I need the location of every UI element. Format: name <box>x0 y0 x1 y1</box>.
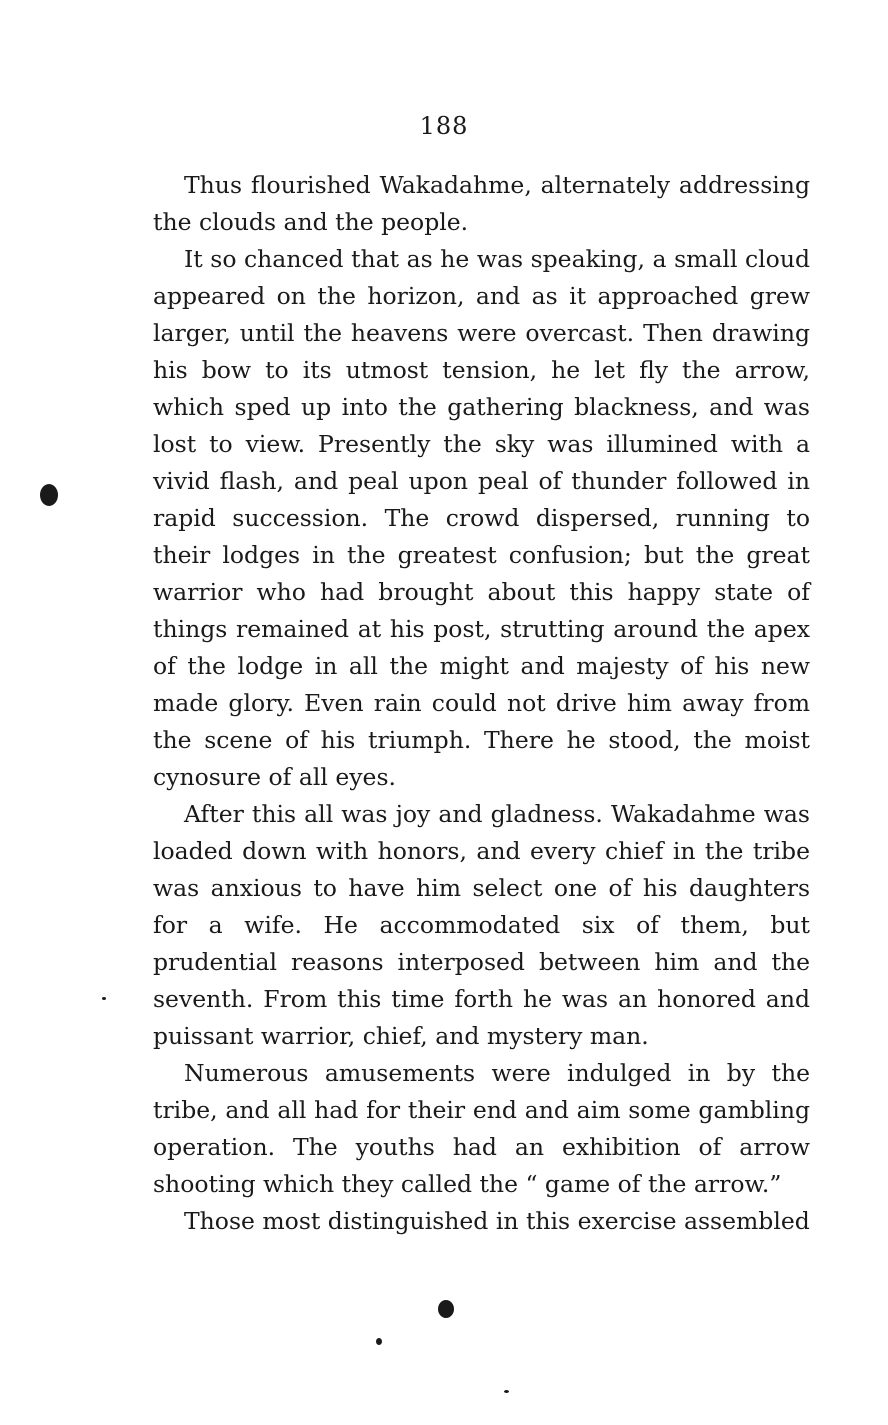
ink-blot-left <box>40 484 58 506</box>
paragraph-1: Thus flourished Wakadahme, alternately addressing the clouds and the people. <box>153 171 810 236</box>
paragraph-3: After this all was joy and gladness. Wakadahme was loaded down with honors, and every chief in the tribe was anxious to have him select one of his daughters for a wife. He accommodated six of them, but prudential reasons interposed between him and the seventh. From this time forth he was an honored and puissant warrior, chief, and mystery man. <box>153 800 810 1050</box>
ink-dot-small <box>504 1390 509 1393</box>
ink-blot-bottom <box>438 1300 454 1318</box>
page-number: 188 <box>419 112 469 140</box>
ink-dot-margin <box>102 997 106 1000</box>
paragraph-2: It so chanced that as he was speaking, a small cloud appeared on the horizon, and as it approached grew larger, until the heavens were overcast. Then drawing his bow to its utmost tension, he let fly the arrow, which sped up into the gathering blackness, and was lost to view. Presently the sky was illumined with a vivid flash, and peal upon peal of thunder followed in rapid succession. The crowd dispersed, running to their lodges in the greatest confusion; but the great warrior who had brought about this happy state of things remained at his post, strutting around the apex of the lodge in all the might and majesty of his new made glory. Even rain could not drive him away from the scene of his triumph. There he stood, the moist cynosure of all eyes. <box>153 245 810 791</box>
paragraph-4: Numerous amusements were indulged in by the tribe, and all had for their end and aim some gambling operation. The youths had an exhibition of arrow shooting which they called the “ game of the arrow.” <box>153 1059 810 1198</box>
paragraph-5: Those most distinguished in this exercise assembled <box>184 1207 810 1235</box>
ink-dot-bottom <box>376 1338 382 1345</box>
body-text <box>153 167 810 1240</box>
